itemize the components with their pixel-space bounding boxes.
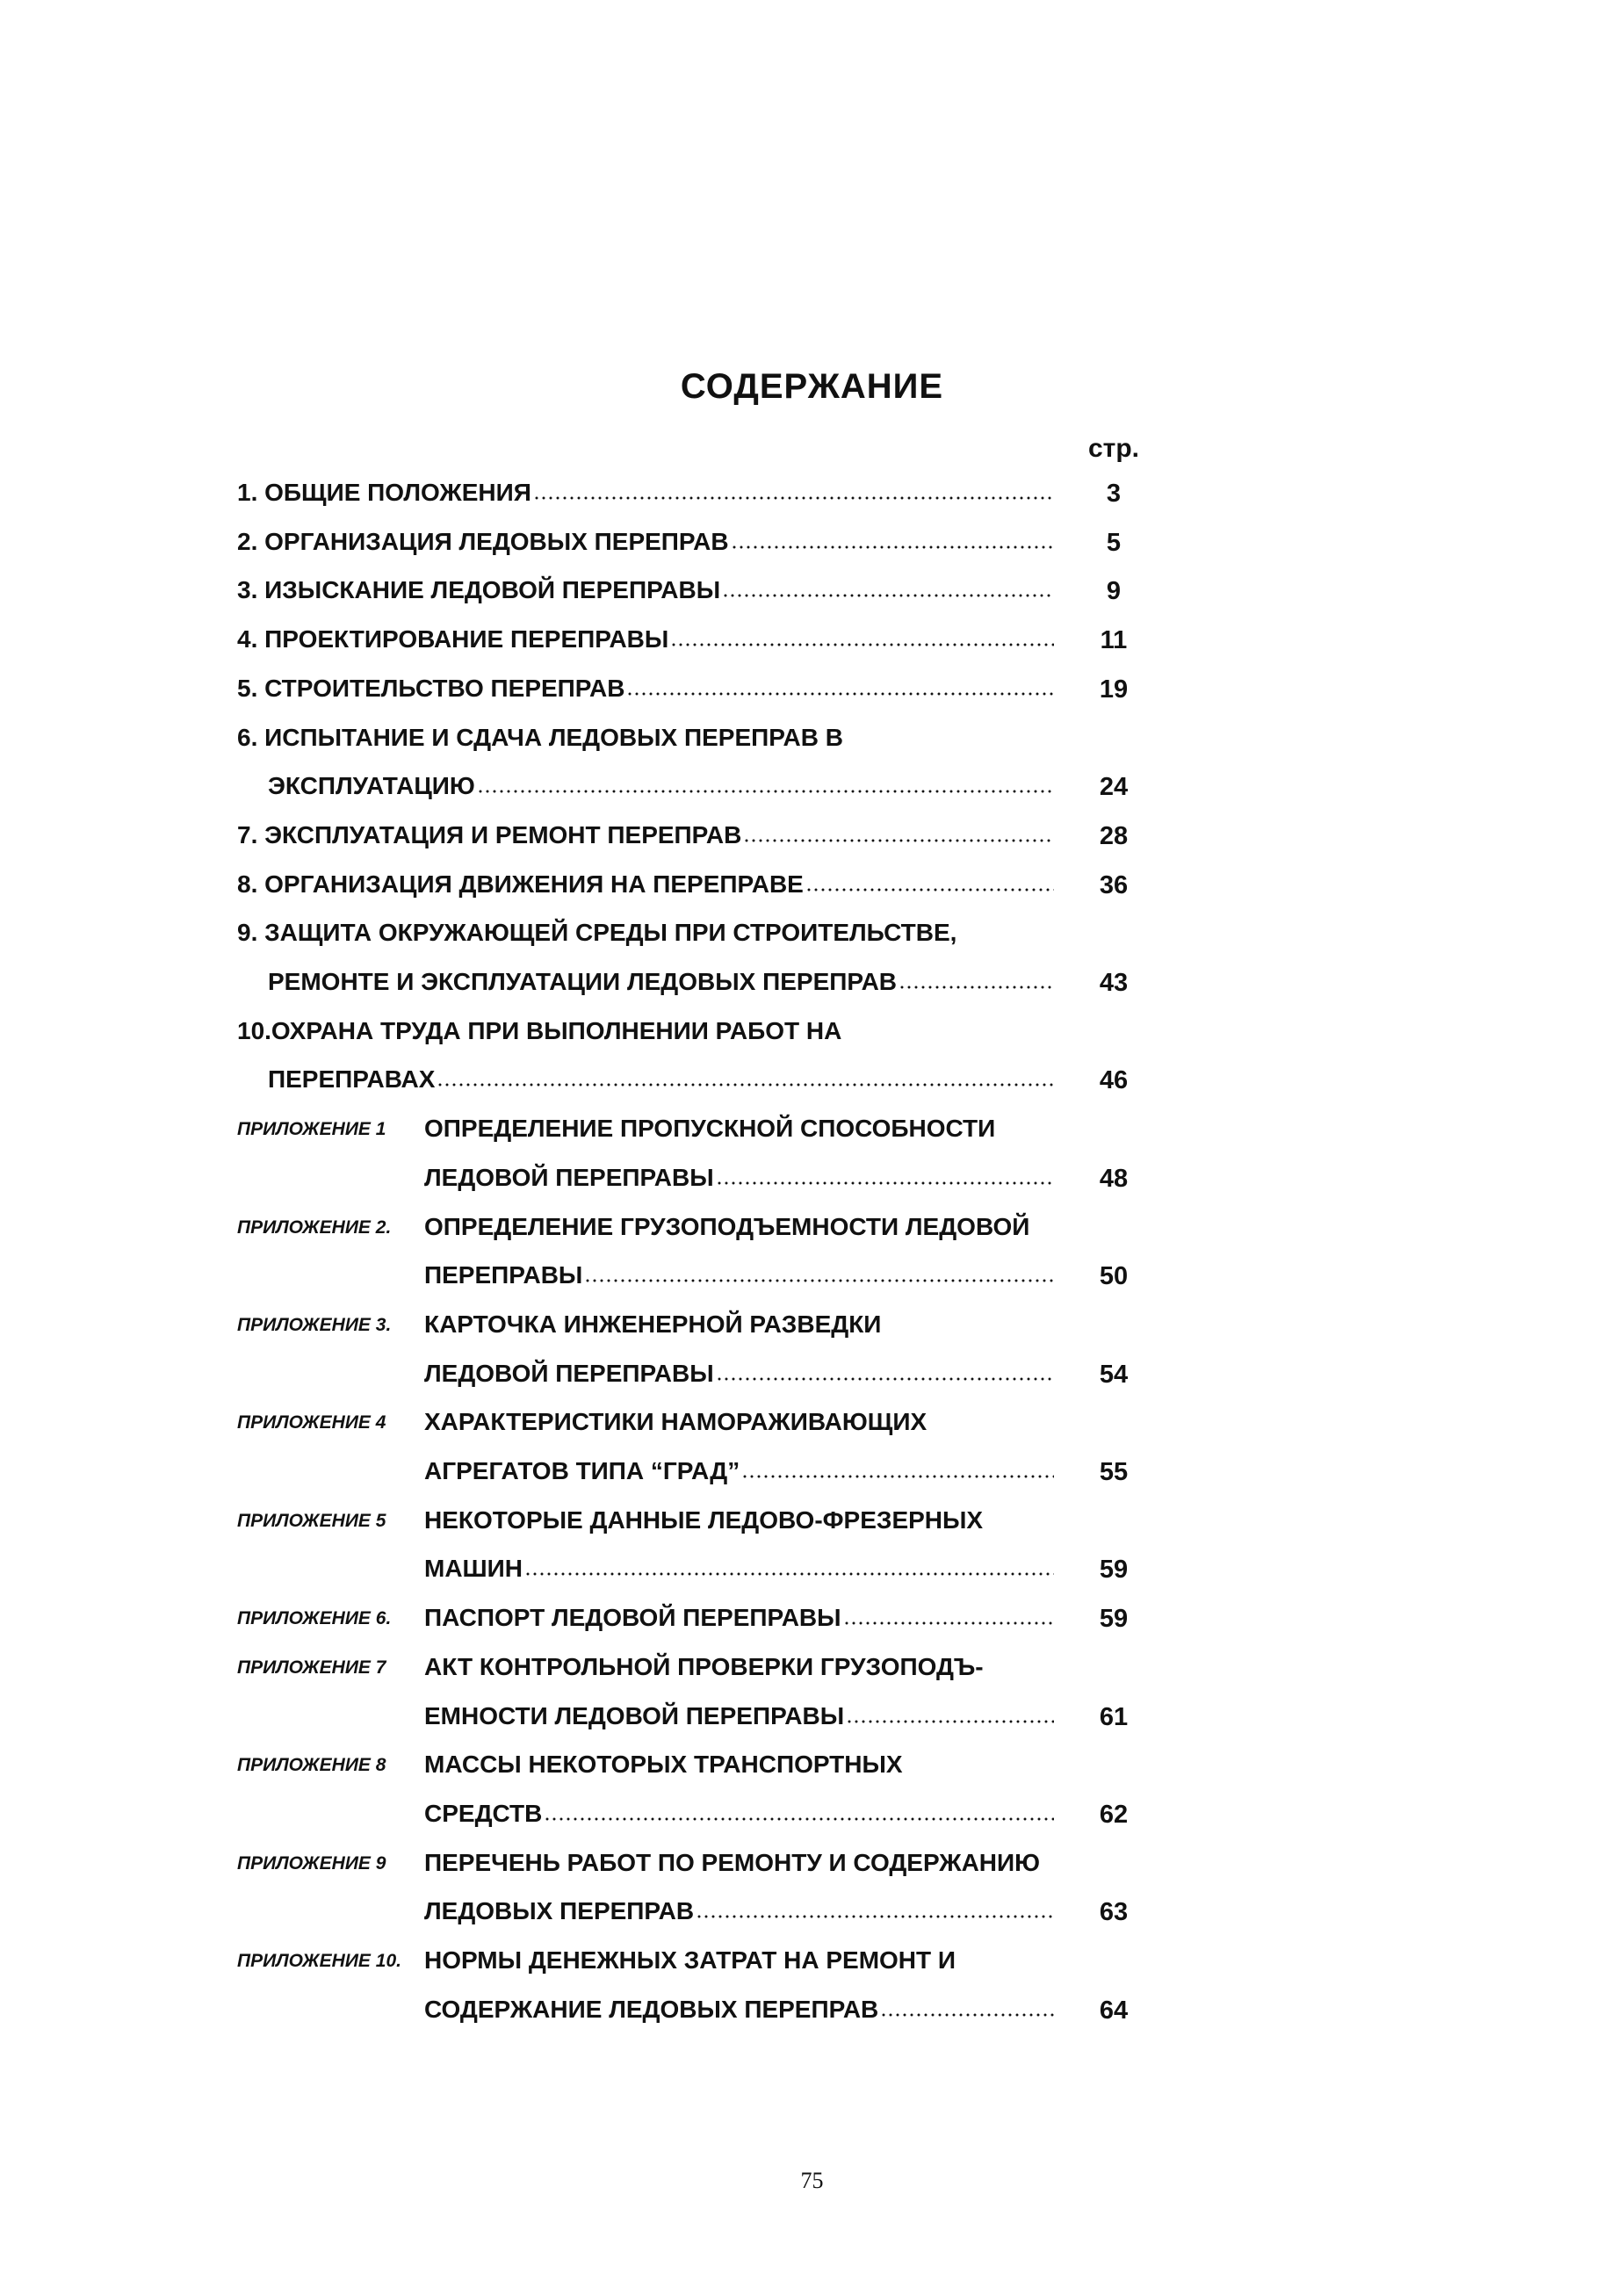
appendix-label: ПРИЛОЖЕНИЕ 4	[237, 1412, 386, 1433]
toc-entry-text: ПАСПОРТ ЛЕДОВОЙ ПЕРЕПРАВЫ	[424, 1604, 841, 1632]
dot-leader	[533, 496, 1054, 500]
toc-line	[237, 711, 843, 750]
toc-line	[237, 1005, 841, 1043]
appendix-label: ПРИЛОЖЕНИЕ 9	[237, 1852, 386, 1874]
dot-leader	[880, 2013, 1054, 2017]
toc-entry-text: ЛЕДОВОЙ ПЕРЕПРАВЫ	[424, 1163, 714, 1191]
dot-leader	[731, 545, 1054, 549]
appendix-label: ПРИЛОЖЕНИЕ 10.	[237, 1951, 401, 1971]
appendix-label: ПРИЛОЖЕНИЕ 6.	[237, 1608, 392, 1629]
appendix-line	[424, 1787, 1054, 1826]
dot-leader	[899, 986, 1054, 989]
appendix-line	[424, 1347, 1054, 1386]
toc-entry-text: АКТ КОНТРОЛЬНОЙ ПРОВЕРКИ ГРУЗОПОДЪ-	[424, 1652, 984, 1680]
toc-entry-text: 6. ИСПЫТАНИЕ И СДАЧА ЛЕДОВЫХ ПЕРЕПРАВ В	[237, 723, 843, 751]
toc-entry-text: ПЕРЕПРАВЫ	[424, 1261, 583, 1289]
page-title: СОДЕРЖАНИЕ	[680, 367, 944, 406]
toc-line	[237, 809, 1054, 848]
toc-page-number: 62	[1099, 1800, 1129, 1829]
appendix-line	[424, 1201, 1029, 1239]
toc-entry-text: ХАРАКТЕРИСТИКИ НАМОРАЖИВАЮЩИХ	[424, 1408, 927, 1436]
dot-leader	[544, 1817, 1054, 1821]
toc-page-number: 3	[1106, 480, 1122, 508]
toc-entry-text: 9. ЗАЩИТА ОКРУЖАЮЩЕЙ СРЕДЫ ПРИ СТРОИТЕЛЬСТВЕ,	[237, 919, 957, 947]
dot-leader	[716, 1181, 1054, 1185]
appendix-line	[424, 1249, 1054, 1288]
toc-entry-text: СОДЕРЖАНИЕ ЛЕДОВЫХ ПЕРЕПРАВ	[424, 1995, 879, 2023]
toc-entry-text: МАССЫ НЕКОТОРЫХ ТРАНСПОРТНЫХ	[424, 1751, 903, 1779]
toc-page-number: 43	[1099, 969, 1129, 997]
toc-entry-text: РЕМОНТЕ И ЭКСПЛУАТАЦИИ ЛЕДОВЫХ ПЕРЕПРАВ	[268, 968, 898, 995]
appendix-line	[424, 1396, 927, 1434]
toc-line	[237, 564, 1054, 603]
dot-leader	[805, 888, 1054, 892]
toc-line	[237, 613, 1054, 652]
appendix-line	[424, 1445, 1054, 1484]
toc-entry-text: ЭКСПЛУАТАЦИЮ	[268, 772, 475, 800]
toc-page-number: 54	[1099, 1360, 1129, 1389]
dot-leader	[741, 1475, 1054, 1478]
toc-entry-text: 5. СТРОИТЕЛЬСТВО ПЕРЕПРАВ	[237, 674, 625, 702]
appendix-line	[424, 1102, 995, 1141]
appendix-line	[424, 1494, 983, 1533]
toc-entry-text: МАШИН	[424, 1555, 523, 1583]
appendix-line	[424, 1934, 956, 1973]
toc-entry-text: 3. ИЗЫСКАНИЕ ЛЕДОВОЙ ПЕРЕПРАВЫ	[237, 576, 721, 604]
toc-page-number: 48	[1099, 1164, 1129, 1193]
page-number: 75	[800, 2168, 824, 2193]
toc-page-number: 55	[1099, 1458, 1129, 1486]
dot-leader	[722, 594, 1054, 597]
dot-leader	[437, 1083, 1054, 1087]
appendix-line	[424, 1542, 1054, 1581]
toc-page-number: 36	[1099, 870, 1129, 899]
appendix-line	[424, 1983, 1054, 2022]
toc-page-number: 61	[1099, 1702, 1129, 1731]
toc-line	[237, 906, 956, 945]
toc-entry-text: ОПРЕДЕЛЕНИЕ ГРУЗОПОДЪЕМНОСТИ ЛЕДОВОЙ	[424, 1212, 1030, 1240]
toc-entry-text: ПЕРЕПРАВАХ	[268, 1065, 436, 1094]
toc-page-number: 28	[1099, 821, 1129, 850]
appendix-line	[424, 1152, 1054, 1190]
dot-leader	[743, 839, 1054, 842]
toc-entry-text: АГРЕГАТОВ ТИПА “ГРАД”	[424, 1457, 740, 1484]
toc-line	[237, 516, 1054, 554]
appendix-label: ПРИЛОЖЕНИЕ 8	[237, 1755, 386, 1776]
toc-entry-text: КАРТОЧКА ИНЖЕНЕРНОЙ РАЗВЕДКИ	[424, 1310, 882, 1338]
dot-leader	[843, 1621, 1054, 1625]
toc-entry-text: 10.ОХРАНА ТРУДА ПРИ ВЫПОЛНЕНИИ РАБОТ НА	[237, 1016, 842, 1044]
toc-entry-text: ПЕРЕЧЕНЬ РАБОТ ПО РЕМОНТУ И СОДЕРЖАНИЮ	[424, 1848, 1041, 1876]
appendix-line	[424, 1641, 984, 1679]
toc-page-number: 59	[1099, 1556, 1129, 1585]
appendix-line	[424, 1298, 881, 1337]
toc-page-number: 24	[1099, 773, 1129, 802]
appendix-line	[424, 1885, 1054, 1924]
toc-entry-text: 1. ОБЩИЕ ПОЛОЖЕНИЯ	[237, 479, 531, 506]
dot-leader	[626, 692, 1054, 696]
appendix-line	[424, 1738, 903, 1777]
toc-entry-text: 2. ОРГАНИЗАЦИЯ ЛЕДОВЫХ ПЕРЕПРАВ	[237, 527, 729, 555]
dot-leader	[846, 1720, 1054, 1723]
toc-entry-text: НЕКОТОРЫЕ ДАННЫЕ ЛЕДОВО-ФРЕЗЕРНЫХ	[424, 1505, 984, 1534]
dot-leader	[696, 1915, 1054, 1918]
appendix-label: ПРИЛОЖЕНИЕ 3.	[237, 1314, 392, 1335]
toc-page-number: 5	[1106, 528, 1122, 557]
toc-page-number: 9	[1106, 577, 1122, 606]
toc-page-number: 50	[1099, 1262, 1129, 1291]
toc-entry-text: 8. ОРГАНИЗАЦИЯ ДВИЖЕНИЯ НА ПЕРЕПРАВЕ	[237, 870, 804, 898]
appendix-line	[424, 1690, 1054, 1729]
appendix-label: ПРИЛОЖЕНИЕ 7	[237, 1657, 386, 1678]
toc-entry-text: ЛЕДОВЫХ ПЕРЕПРАВ	[424, 1897, 695, 1925]
dot-leader	[716, 1377, 1054, 1381]
toc-line	[268, 1053, 1054, 1092]
toc-page-number: 59	[1099, 1605, 1129, 1634]
toc-page-number: 46	[1099, 1066, 1129, 1095]
toc-line	[268, 956, 1054, 994]
toc-page-number: 19	[1099, 675, 1129, 704]
page-column-header: стр.	[1087, 434, 1140, 463]
dot-leader	[584, 1279, 1054, 1282]
appendix-label: ПРИЛОЖЕНИЕ 2.	[237, 1217, 392, 1238]
toc-line	[237, 858, 1054, 897]
dot-leader	[524, 1572, 1054, 1576]
toc-entry-text: ЕМНОСТИ ЛЕДОВОЙ ПЕРЕПРАВЫ	[424, 1701, 845, 1729]
appendix-line	[424, 1837, 1040, 1875]
toc-entry-text: НОРМЫ ДЕНЕЖНЫХ ЗАТРАТ НА РЕМОНТ И	[424, 1946, 956, 1974]
appendix-line	[424, 1592, 1054, 1630]
appendix-label: ПРИЛОЖЕНИЕ 1	[237, 1119, 386, 1140]
toc-entry-text: ЛЕДОВОЙ ПЕРЕПРАВЫ	[424, 1359, 714, 1387]
dot-leader	[477, 790, 1054, 793]
toc-entry-text: ОПРЕДЕЛЕНИЕ ПРОПУСКНОЙ СПОСОБНОСТИ	[424, 1115, 996, 1143]
appendix-label: ПРИЛОЖЕНИЕ 5	[237, 1510, 386, 1531]
toc-entry-text: 4. ПРОЕКТИРОВАНИЕ ПЕРЕПРАВЫ	[237, 625, 669, 653]
dot-leader	[670, 643, 1054, 646]
toc-entry-text: 7. ЭКСПЛУАТАЦИЯ И РЕМОНТ ПЕРЕПРАВ	[237, 820, 742, 848]
toc-page-number: 63	[1099, 1898, 1129, 1927]
toc-page-number: 11	[1100, 626, 1128, 655]
toc-entry-text: СРЕДСТВ	[424, 1799, 543, 1827]
toc-line	[268, 760, 1054, 798]
toc-page-number: 64	[1099, 1996, 1129, 2025]
toc-line	[237, 662, 1054, 701]
toc-line	[237, 466, 1054, 505]
